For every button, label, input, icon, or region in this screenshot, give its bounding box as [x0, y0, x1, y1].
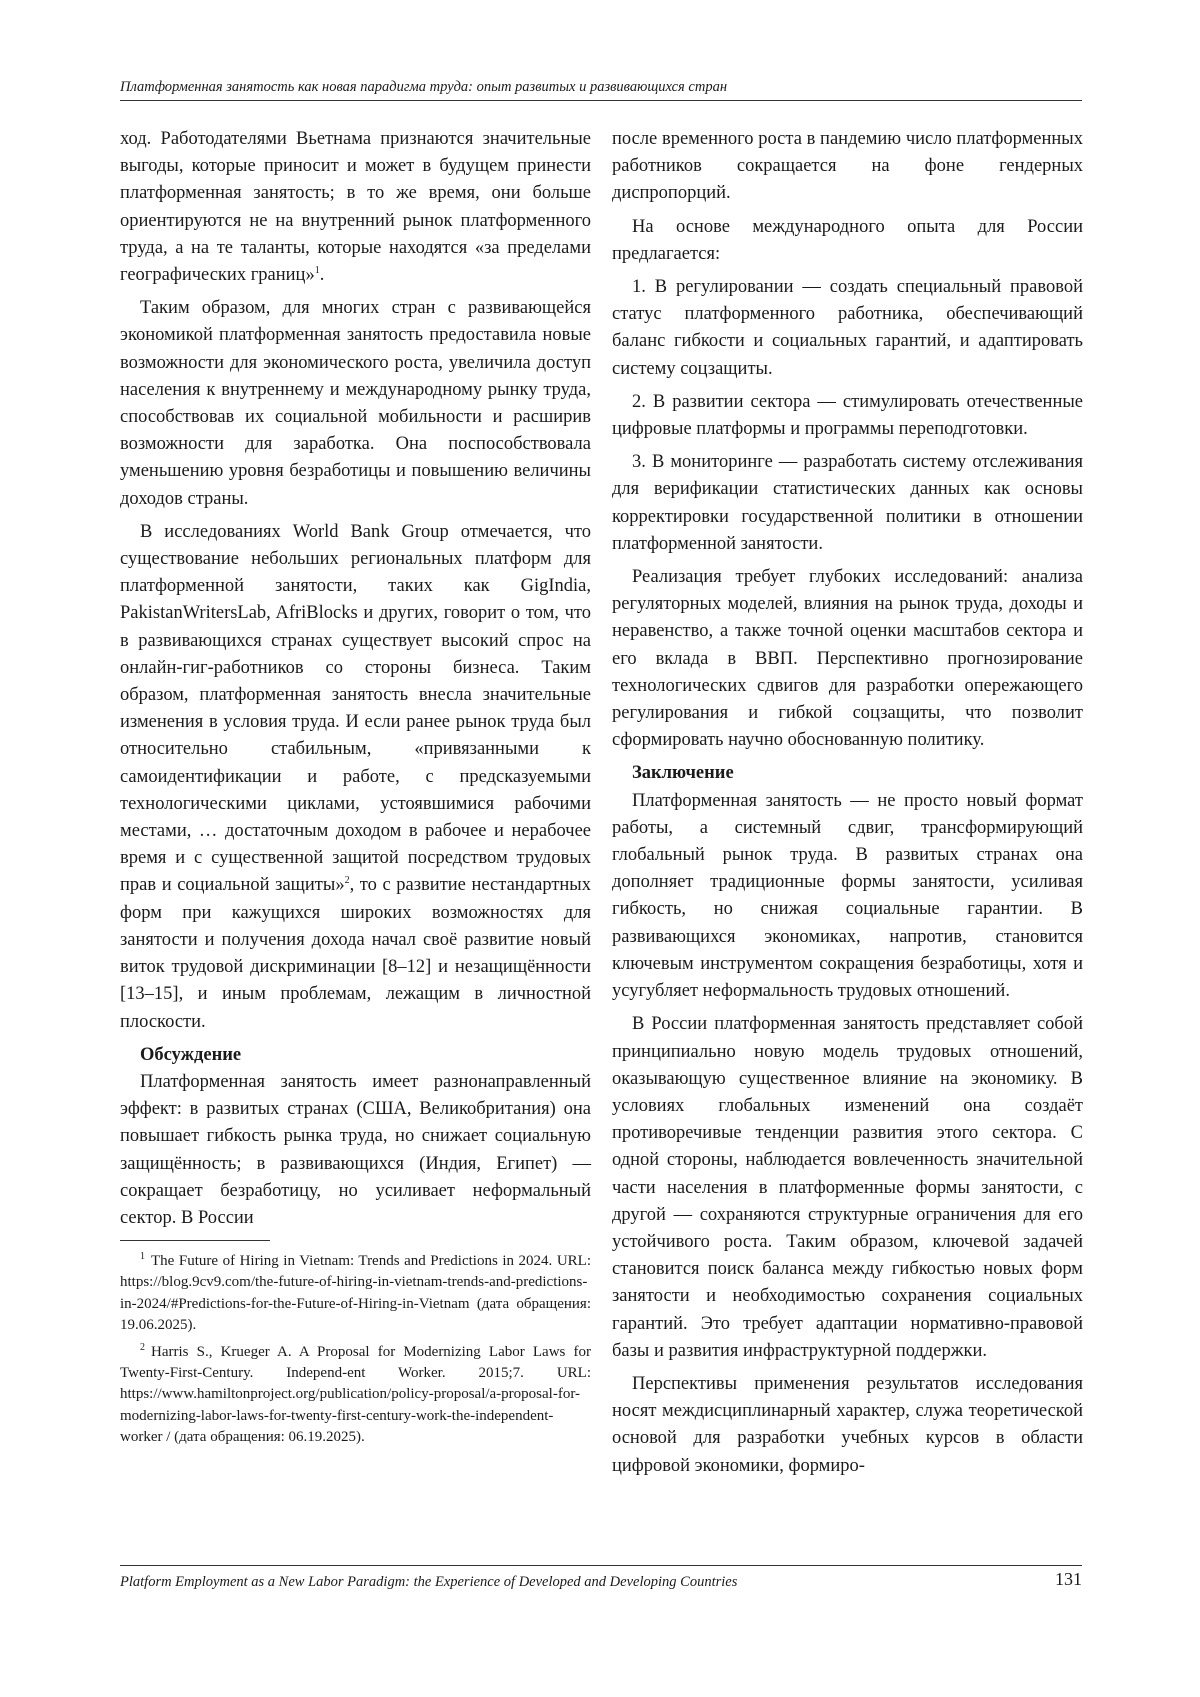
paragraph: Таким образом, для многих стран с развивающейся экономикой платформенная занятость предоставила новые возможности для экономического роста, увеличила доступ населения к внутреннему и международному рынку труда, способствовав их социальной мобильности и расширив возможности для заработка. Она поспособствовала уменьшению уровня безработицы и повышению величины доходов страны. — [120, 298, 591, 509]
footer-divider — [120, 1565, 1082, 1566]
section-heading-discussion: Обсуждение — [140, 1044, 242, 1065]
paragraph: В России платформенная занятость представляет собой принципиально новую модель трудовых отношений, оказывающую существенное влияние на экономику. В условиях глобальных изменений она создаёт противоречивые тенденции развития этого сектора. С одной стороны, наблюдается вовлеченность значительной части населения в платформенные формы занятости, с другой — сохраняются структурные ограничения для его устойчивого роста. Таким образом, ключевой задачей становится поиск баланса между гибкостью новых форм занятости и необходимостью сохранения социальных гарантий. Это требует адаптации нормативно-правовой базы и развития инфраструктурной поддержки. — [612, 1014, 1083, 1361]
right-column — [612, 126, 1083, 1486]
running-footer: Platform Employment as a New Labor Paradigm: the Experience of Developed and Developing Countries — [120, 1574, 738, 1590]
section-heading-conclusion: Заключение — [632, 763, 734, 784]
paragraph: В исследованиях World Bank Group отмечается, что существование небольших региональных платформ для платформенной занятости, таких как GigIndia, PakistanWritersLab, AfriBlocks и других, говорит о том, что в развивающихся странах существует высокий спрос на онлайн-гиг-работников со стороны бизнеса. Таким образом, платформенная занятость внесла значительные изменения в условия труда. И если ранее рынок труда был относительно стабильным, «привязанными к самоидентификации и работе, с предсказуемыми технологическими циклами, устоявшимися рабочими местами, … достаточным доходом в рабочее и нерабочее время и с существенной защитой посредством трудовых прав и социальной защиты»$^2$, то с развитие нестандартных форм при кажущихся широких возможностях для занятости и получения дохода начал своё развитие новый виток трудовой дискриминации [8–12] и незащищённости [13–15], и иным проблемам, лежащим в личностной плоскости. — [120, 521, 591, 1032]
paragraph: Реализация требует глубоких исследований: анализа регуляторных моделей, влияния на рынок труда, доходы и неравенство, а также точной оценки масштабов сектора и его вклада в ВВП. Перспективно прогнозирование технологических сдвигов для разработки опережающего регулирования и гибкой соцзащиты, что позволит сформировать научно обоснованную политику. — [612, 567, 1083, 751]
footnote-1: $^1$ The Future of Hiring in Vietnam: Trends and Predictions in 2024. URL: https://blog.9cv9.com/the-future-of-hiring-in-vietnam-trends-and-predictions-in-2024/#Predictions-for-the-Future-of-Hiring-in-Vietnam (дата обращения: 19.06.2025). — [120, 1251, 591, 1333]
page-number: 131 — [1055, 1569, 1082, 1589]
footnote-divider — [120, 1240, 270, 1241]
paragraph: На основе международного опыта для России предлагается: — [612, 216, 1083, 264]
paragraph: Платформенная занятость имеет разнонаправленный эффект: в развитых странах (США, Великобритания) она повышает гибкость рынка труда, но снижает социальную защищённость; в развивающихся (Индия, Египет) — сокращает безработицу, но усиливает неформальный сектор. В России — [120, 1071, 591, 1228]
list-item: 2. В развитии сектора — стимулировать отечественные цифровые платформы и программы переподготовки. — [612, 391, 1083, 440]
list-item: 1. В регулировании — создать специальный правовой статус платформенного работника, обеспечивающий баланс гибкости и социальных гарантий, и адаптировать систему соцзащиты. — [612, 277, 1083, 379]
left-column — [120, 126, 591, 1454]
paragraph: Перспективы применения результатов исследования носят междисциплинарный характер, служа теоретической основой для разработки учебных курсов в области цифровой экономики, формиро- — [612, 1373, 1083, 1476]
paragraph: ход. Работодателями Вьетнама признаются значительные выгоды, которые приносит и может в будущем принести платформенная занятость; в то же время, они больше ориентируются не на внутренний рынок платформенного труда, а на те таланты, которые находятся «за пределами географических границ»$^1$. — [120, 129, 591, 286]
list-item: 3. В мониторинге — разработать систему отслеживания для верификации статистических данных как основы корректировки государственной политики в отношении платформенной занятости. — [612, 452, 1083, 554]
footnote-2: $^2$ Harris S., Krueger A. A Proposal for Modernizing Labor Laws for Twenty-First-Century. Independ-ent Worker. 2015;7. URL: https://www.hamiltonproject.org/publication/policy-proposal/a-proposal-for-modernizing-labor-laws-for-twenty-first-century-work-the-independent-worker / (дата обращения: 06.19.2025). — [120, 1341, 591, 1445]
footnote-ref-2[interactable]: 2 — [344, 875, 350, 887]
paragraph: после временного роста в пандемию число платформенных работников сокращается на фоне гендерных диспропорций. — [612, 129, 1083, 204]
running-header: Платформенная занятость как новая парадигма труда: опыт развитых и развивающихся стран — [120, 78, 1082, 101]
footnote-ref-1[interactable]: 1 — [314, 264, 320, 276]
paragraph: Платформенная занятость — не просто новый формат работы, а системный сдвиг, трансформирующий глобальный рынок труда. В развитых странах она дополняет традиционные формы занятости, усиливая гибкость, но снижая социальные гарантии. В развивающихся экономиках, напротив, становится ключевым инструментом сокращения безработицы, хотя и усугубляет неформальность трудовых отношений. — [612, 790, 1083, 1002]
